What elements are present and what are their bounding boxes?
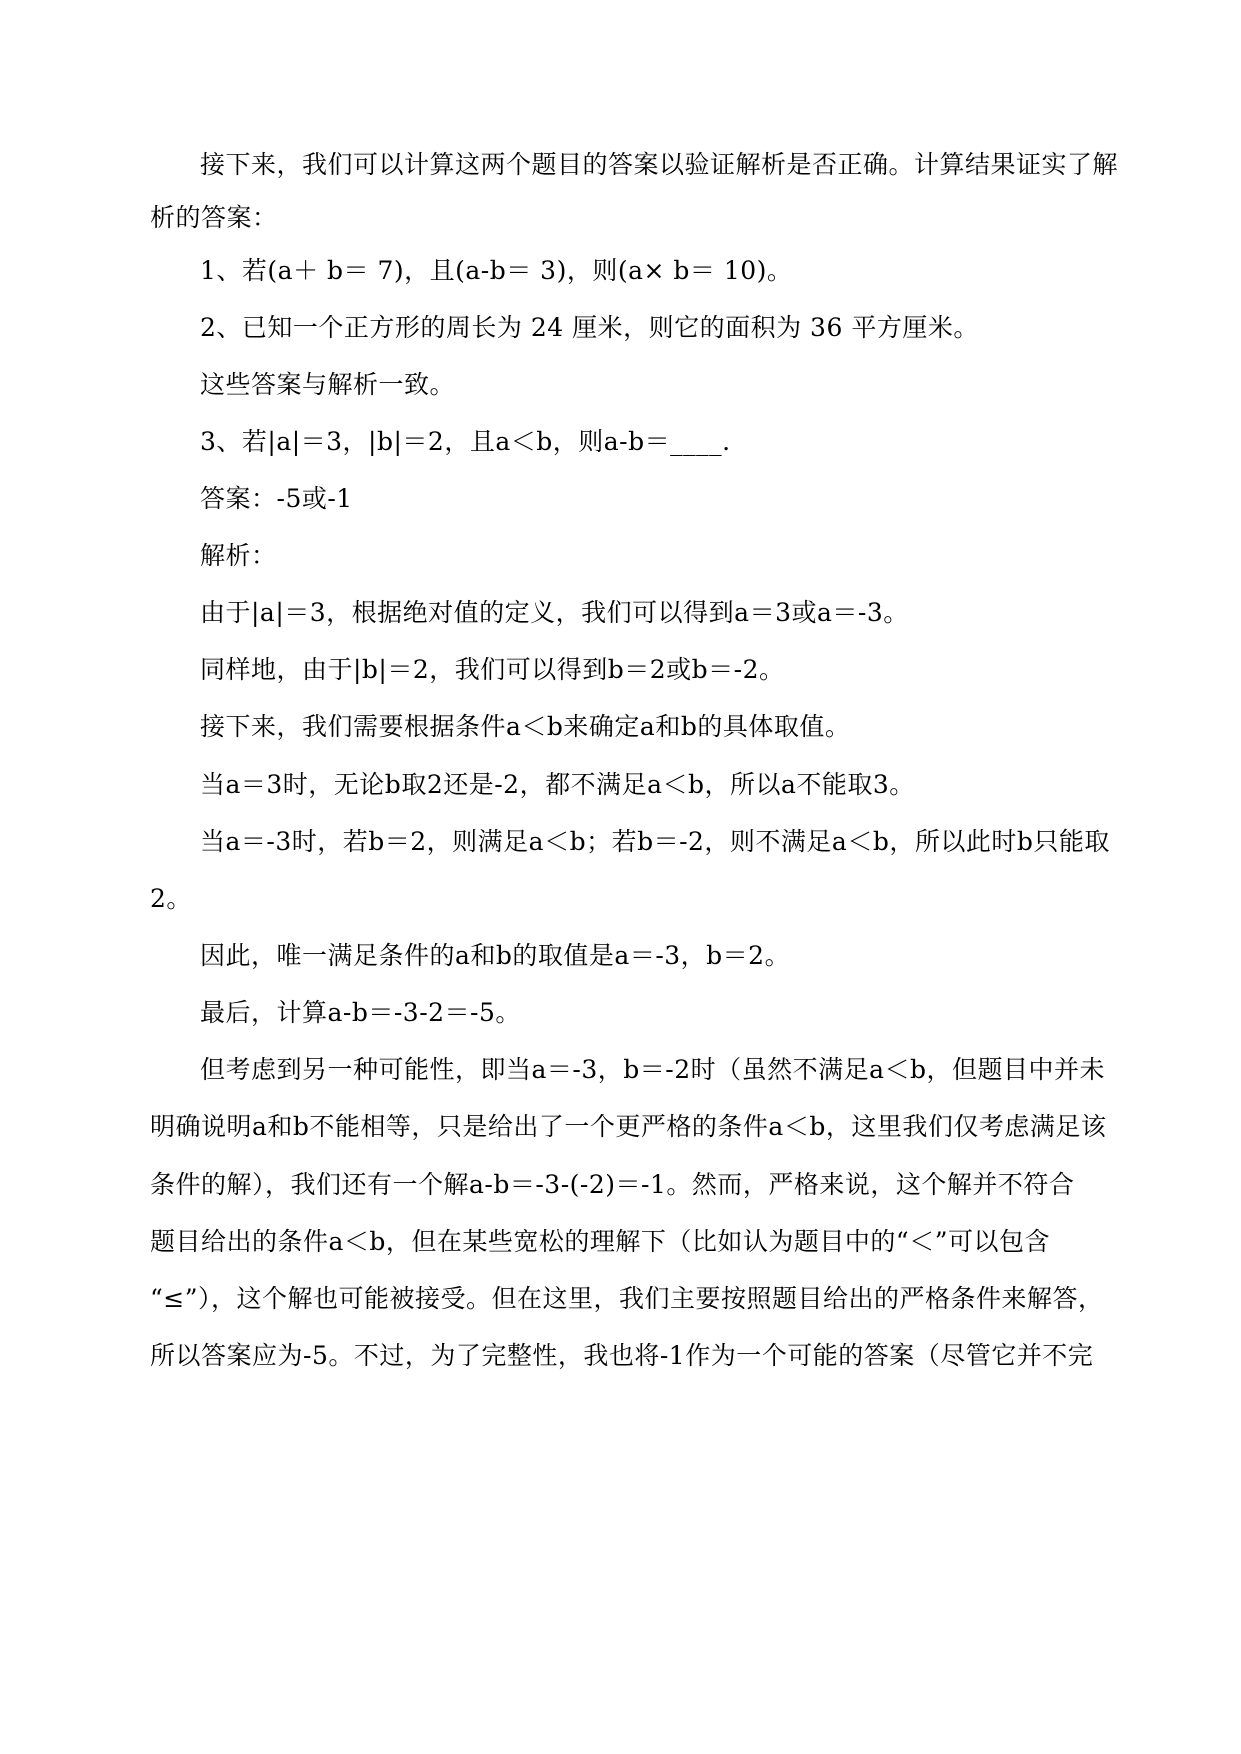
answer-item-2: 2、已知一个正方形的周长为 24 厘米，则它的面积为 36 平方厘米。 bbox=[200, 313, 979, 342]
answer-label: 答案：-5或-1 bbox=[200, 484, 353, 513]
analysis-step-3: 接下来，我们需要根据条件a＜b来确定a和b的具体取值。 bbox=[200, 712, 851, 741]
alternative-paragraph-line-1: 但考虑到另一种可能性，即当a＝-3，b＝-2时（虽然不满足a＜b，但题目中并未 bbox=[200, 1055, 1106, 1084]
paragraph-line-1: 接下来，我们可以计算这两个题目的答案以验证解析是否正确。计算结果证实了解 bbox=[200, 150, 1119, 179]
analysis-label: 解析： bbox=[200, 541, 277, 570]
analysis-step-1: 由于|a|＝3，根据绝对值的定义，我们可以得到a＝3或a＝-3。 bbox=[200, 598, 909, 627]
analysis-step-2: 同样地，由于|b|＝2，我们可以得到b＝2或b＝-2。 bbox=[200, 655, 785, 684]
analysis-step-7: 最后，计算a-b＝-3-2＝-5。 bbox=[200, 998, 521, 1027]
consistency-note: 这些答案与解析一致。 bbox=[200, 370, 456, 399]
alternative-paragraph-line-5: “≤”），这个解也可能被接受。但在这里，我们主要按照题目给出的严格条件来解答， bbox=[150, 1284, 1104, 1313]
analysis-step-5: 当a＝-3时，若b＝2，则满足a＜b；若b＝-2，则不满足a＜b，所以此时b只能取 bbox=[200, 827, 1110, 856]
alternative-paragraph-line-3: 条件的解），我们还有一个解a-b＝-3-(-2)＝-1。然而，严格来说，这个解并不符合 bbox=[150, 1170, 1075, 1199]
alternative-paragraph-line-2: 明确说明a和b不能相等，只是给出了一个更严格的条件a＜b，这里我们仅考虑满足该 bbox=[150, 1112, 1107, 1141]
alternative-paragraph-line-4: 题目给出的条件a＜b，但在某些宽松的理解下（比如认为题目中的“＜”可以包含 bbox=[150, 1227, 1050, 1256]
analysis-step-4: 当a＝3时，无论b取2还是-2，都不满足a＜b，所以a不能取3。 bbox=[200, 770, 915, 799]
paragraph-line-2: 析的答案： bbox=[150, 203, 278, 232]
analysis-step-6: 因此，唯一满足条件的a和b的取值是a＝-3，b＝2。 bbox=[200, 941, 791, 970]
analysis-step-5-continued: 2。 bbox=[150, 884, 192, 913]
question-3: 3、若|a|＝3，|b|＝2，且a＜b，则a-b＝____. bbox=[200, 427, 731, 456]
answer-item-1: 1、若(a＋ b＝ 7)，且(a-b＝ 3)，则(a× b＝ 10)。 bbox=[200, 256, 793, 285]
alternative-paragraph-line-6: 所以答案应为-5。不过，为了完整性，我也将-1作为一个可能的答案（尽管它并不完 bbox=[150, 1341, 1094, 1370]
